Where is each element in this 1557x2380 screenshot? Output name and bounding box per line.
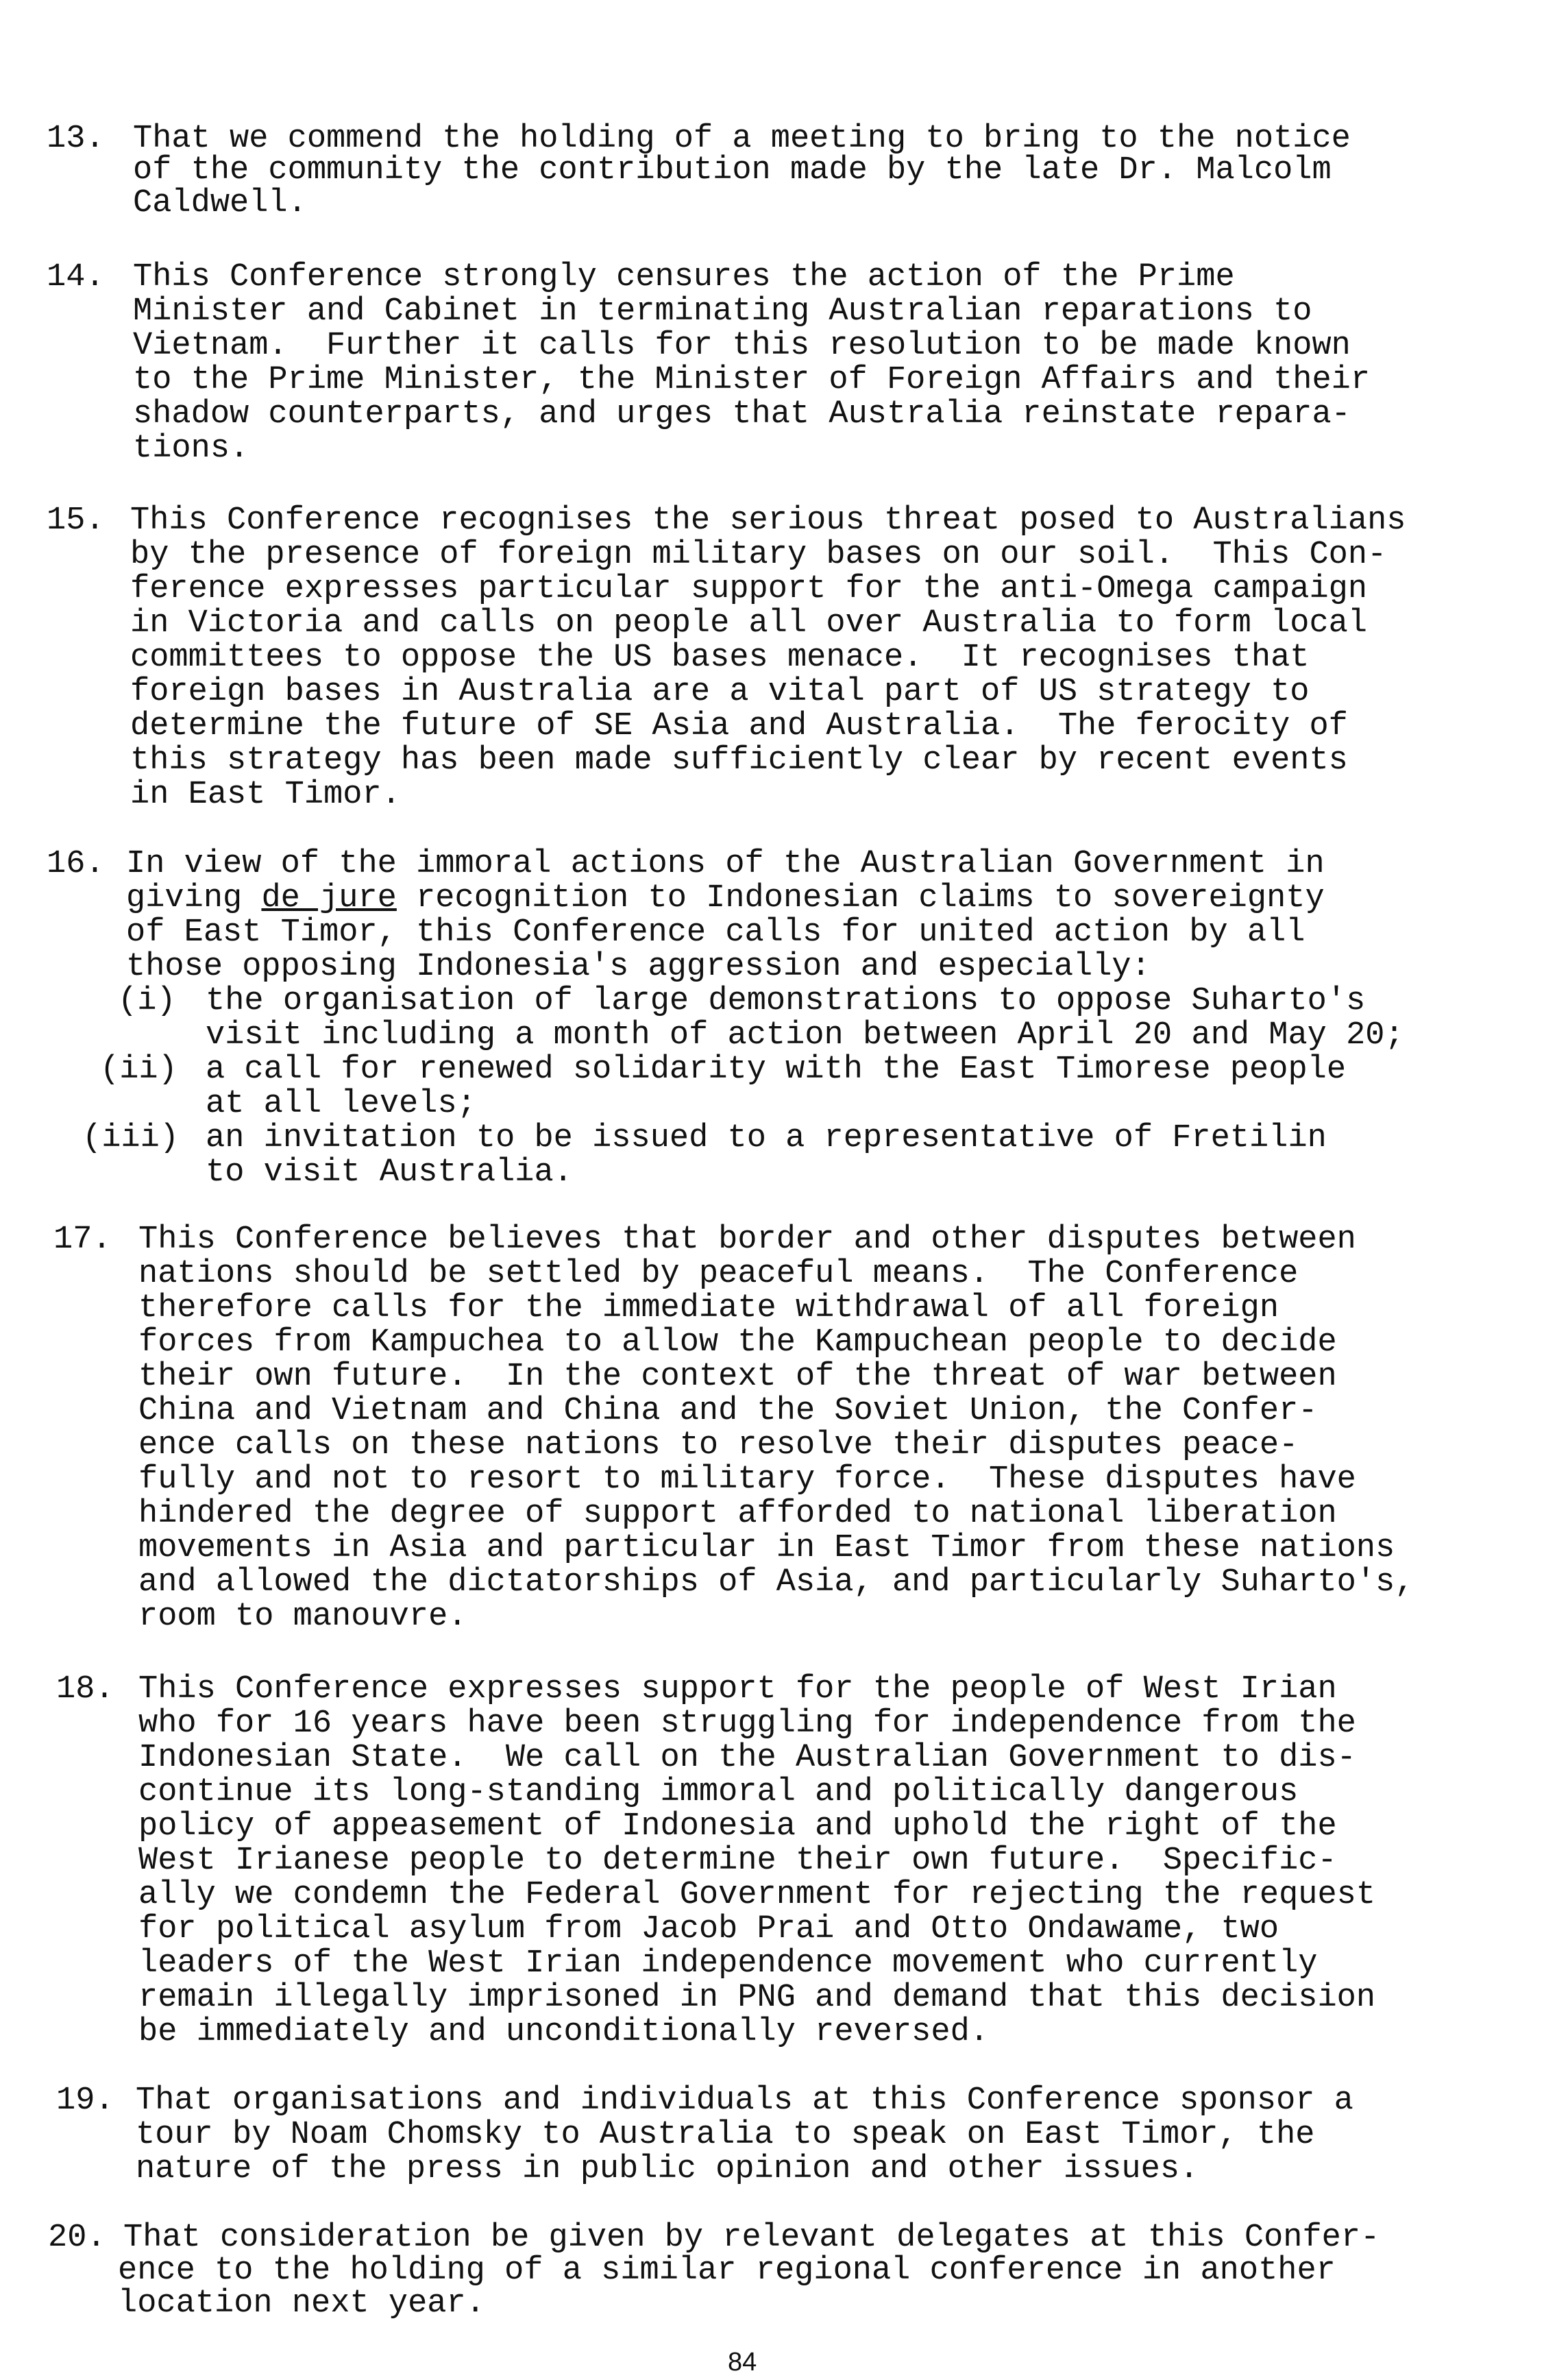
resolution-line: their own future. In the context of the threat of war between [138, 1359, 1337, 1395]
resolution-line: nature of the press in public opinion and other issues. [136, 2151, 1199, 2187]
resolution-line: This Conference expresses support for the people of West Irian [138, 1671, 1337, 1708]
line-prefix: giving [126, 880, 262, 916]
resolution-line: Minister and Cabinet in terminating Australian reparations to [133, 293, 1312, 330]
resolution-line: who for 16 years have been struggling for independence from the [138, 1705, 1356, 1742]
resolution-line: therefore calls for the immediate withdrawal of all foreign [138, 1290, 1279, 1326]
resolution-line: of the community the contribution made by the late Dr. Malcolm [133, 152, 1332, 189]
subitem-label: (ii) [100, 1052, 177, 1088]
resolution-line: West Irianese people to determine their own future. Specific- [138, 1843, 1337, 1879]
page-number: 84 [728, 2348, 757, 2377]
resolution-line: policy of appeasement of Indonesia and uphold the right of the [138, 1808, 1337, 1845]
resolution-line: movements in Asia and particular in East Timor from these nations [138, 1530, 1395, 1566]
resolution-line: continue its long-standing immoral and politically dangerous [138, 1774, 1299, 1810]
resolution-line: foreign bases in Australia are a vital part of US strategy to [130, 674, 1310, 710]
resolution-line-with-latin-term [126, 882, 1325, 916]
resolution-line: China and Vietnam and China and the Soviet Union, the Confer- [138, 1393, 1318, 1429]
resolution-line: room to manouvre. [138, 1599, 467, 1635]
resolution-line: and allowed the dictatorships of Asia, and particularly Suharto's, [138, 1564, 1414, 1601]
resolution-line: Indonesian State. We call on the Australian Government to dis- [138, 1740, 1356, 1776]
subitem-label: (i) [118, 983, 176, 1019]
resolution-line: location next year. [118, 2285, 485, 2322]
resolution-line: This Conference strongly censures the action of the Prime [133, 259, 1235, 295]
resolution-number: 17. [53, 1222, 112, 1258]
resolution-number: 13. [47, 121, 105, 157]
line-suffix: recognition to Indonesian claims to sovereignty [396, 880, 1325, 916]
resolution-line: This Conference recognises the serious threat posed to Australians [130, 502, 1406, 539]
resolution-number: 20. [48, 2220, 106, 2256]
resolution-number: 19. [56, 2082, 114, 2119]
resolution-line: determine the future of SE Asia and Australia. The ferocity of [130, 708, 1348, 744]
resolution-line: ference expresses particular support for the anti-Omega campaign [130, 571, 1368, 607]
resolution-line: This Conference believes that border and other disputes between [138, 1222, 1356, 1258]
resolution-line: remain illegally imprisoned in PNG and demand that this decision [138, 1980, 1376, 2016]
subitem-line: to visit Australia. [206, 1154, 573, 1191]
resolution-line: That consideration be given by relevant delegates at this Confer- [123, 2220, 1380, 2256]
resolution-line: ence to the holding of a similar regional conference in another [118, 2252, 1336, 2289]
resolution-line: leaders of the West Irian independence movement who currently [138, 1945, 1318, 1982]
resolution-line: to the Prime Minister, the Minister of Foreign Affairs and their [133, 362, 1371, 398]
resolution-line: shadow counterparts, and urges that Australia reinstate repara- [133, 396, 1351, 433]
resolution-line: committees to oppose the US bases menace. It recognises that [130, 640, 1310, 676]
resolution-line: in East Timor. [130, 777, 401, 813]
resolution-line: hindered the degree of support afforded to national liberation [138, 1496, 1337, 1532]
resolution-line: of East Timor, this Conference calls for united action by all [126, 914, 1305, 951]
resolution-line: Vietnam. Further it calls for this resolution to be made known [133, 328, 1351, 364]
resolution-number: 15. [47, 502, 105, 539]
resolution-line: That organisations and individuals at this Conference sponsor a [136, 2082, 1353, 2119]
underlined-term: de jure [261, 880, 397, 916]
subitem-line: visit including a month of action between April 20 and May 20; [206, 1017, 1404, 1054]
resolution-number: 14. [47, 259, 105, 295]
resolution-line: tour by Noam Chomsky to Australia to speak on East Timor, the [136, 2117, 1315, 2153]
subitem-line: a call for renewed solidarity with the East Timorese people [206, 1052, 1347, 1088]
resolution-line: nations should be settled by peaceful means. The Conference [138, 1256, 1299, 1292]
resolution-line: ally we condemn the Federal Government for rejecting the request [138, 1877, 1376, 1913]
resolution-line: tions. [133, 430, 249, 467]
subitem-line: an invitation to be issued to a representative of Fretilin [206, 1120, 1327, 1156]
resolution-line: ence calls on these nations to resolve their disputes peace- [138, 1427, 1299, 1464]
resolution-line: forces from Kampuchea to allow the Kampuchean people to decide [138, 1324, 1337, 1361]
resolution-line: for political asylum from Jacob Prai and Otto Ondawame, two [138, 1911, 1279, 1947]
resolution-line: this strategy has been made sufficiently clear by recent events [130, 742, 1348, 779]
resolution-line: be immediately and unconditionally reversed. [138, 2014, 990, 2050]
resolution-line: fully and not to resort to military force. These disputes have [138, 1461, 1356, 1498]
resolution-line: Caldwell. [133, 185, 307, 221]
resolution-line: those opposing Indonesia's aggression and especially: [126, 949, 1151, 985]
subitem-line: at all levels; [206, 1086, 476, 1122]
resolution-number: 18. [56, 1671, 114, 1708]
subitem-label: (iii) [82, 1120, 180, 1156]
resolution-line: That we commend the holding of a meeting to bring to the notice [133, 121, 1351, 157]
resolution-line: in Victoria and calls on people all over Australia to form local [130, 605, 1368, 642]
resolution-line: by the presence of foreign military bases on our soil. This Con- [130, 537, 1387, 573]
resolution-number: 16. [47, 846, 105, 882]
subitem-line: the organisation of large demonstrations to oppose Suharto's [206, 983, 1366, 1019]
resolution-line: In view of the immoral actions of the Australian Government in [126, 846, 1325, 882]
